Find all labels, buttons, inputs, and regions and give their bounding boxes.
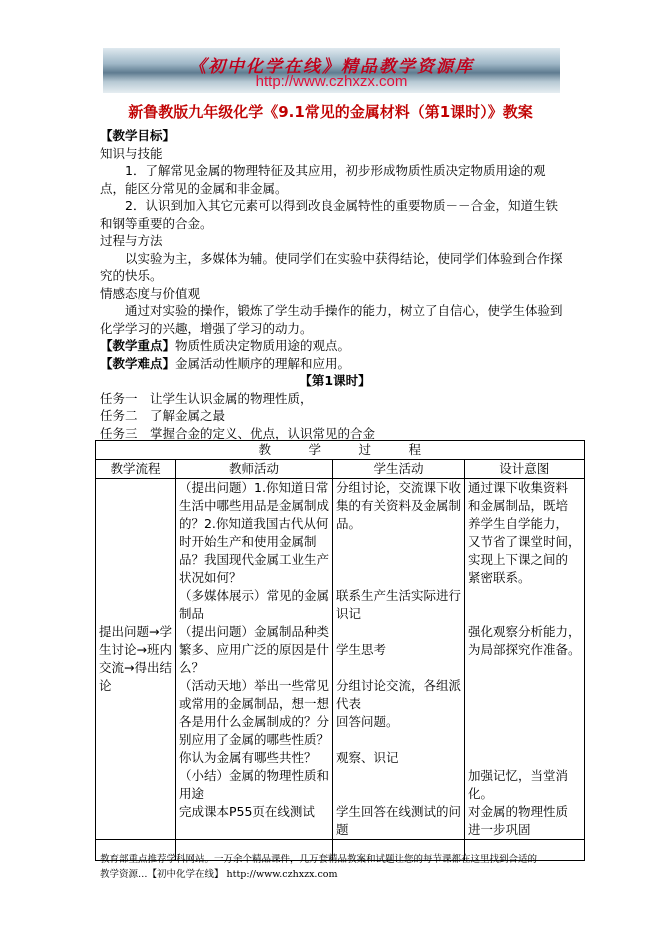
cell-line: 题 [336, 822, 349, 837]
table-row [96, 479, 585, 840]
cell-line: 学生思考 [336, 642, 387, 657]
cell-line [468, 659, 581, 677]
difficulty [100, 355, 570, 373]
document-title: 新鲁教版九年级化学《9.1常见的金属材料（第1课时）》教案 [128, 103, 533, 121]
cell-line: 繁多、应用广泛的原因是什 [178, 642, 329, 657]
cell-line: 对金属的物理性质 [468, 804, 569, 819]
cell-line: 各是用什么金属制成的？分 [178, 714, 329, 729]
cell-line: 用途 [178, 786, 204, 801]
cell-line [336, 551, 461, 569]
cell-line: 集的有关资料及金属制 [336, 498, 462, 513]
cell-line [99, 533, 172, 551]
cell-line: 紧密联系。 [468, 570, 531, 585]
cell-line: 论 [99, 678, 112, 693]
knowledge-item-1: 1．了解常见金属的物理特征及其应用，初步形成物质性质决定物质用途的观点，能区分常见的金属和非金属。 [100, 163, 546, 196]
teaching-process-table [95, 440, 585, 861]
cell-line: 分组讨论交流，各组派 [336, 678, 462, 693]
cell-line: 品。 [336, 516, 362, 531]
cell-line: 别应用了金属的哪些性质？ [178, 732, 329, 747]
column-header: 教学流程 [96, 460, 176, 479]
footer-line-2: 教学资源…【初中化学在线】 [100, 869, 224, 880]
emotion-text: 通过对实验的操作，锻炼了学生动手操作的能力，树立了自信心，使学生体验到化学学习的兴趣，增强了学习的动力。 [100, 303, 563, 336]
cell-line [99, 551, 172, 569]
task-1 [100, 390, 570, 408]
cell-line: 实现上下课之间的 [468, 552, 569, 567]
cell-line: 观察、识记 [336, 750, 399, 765]
cell-line: 又节省了课堂时间， [468, 534, 581, 549]
cell-line [99, 569, 172, 587]
cell-line [468, 713, 581, 731]
cell-line: 回答问题。 [336, 714, 399, 729]
cell-line [336, 533, 461, 551]
task-label: 任务一 [100, 390, 138, 406]
cell-line: 状况如何？ [178, 570, 242, 585]
task-text: 了解金属之最 [150, 408, 226, 423]
cell-line [468, 695, 581, 713]
cell-line [468, 677, 581, 695]
difficulty-text: 金属活动性顺序的理解和应用。 [175, 355, 351, 371]
process-heading: 过程与方法 [100, 233, 163, 248]
cell-line: （提出问题）1.你知道日常 [178, 480, 329, 495]
knowledge-item-2: 2．认识到加入其它元素可以得到改良金属特性的重要物质－－合金，知道生铁和钢等重要的合金。 [100, 198, 558, 231]
cell-line [468, 587, 581, 605]
cell-line: 你认为金属有哪些共性？ [178, 750, 317, 765]
key-point-label: 【教学重点】 [100, 338, 176, 353]
cell-line: （多媒体展示）常见的金属 [178, 588, 329, 603]
task-2 [100, 407, 570, 425]
task-text: 掌握合金的定义、优点，认识常见的合金 [150, 425, 376, 441]
cell-line: （活动天地）举出一些常见 [178, 678, 329, 693]
cell-line [336, 767, 461, 785]
site-banner[interactable] [103, 48, 560, 93]
cell-line: 分组讨论，交流课下收 [336, 480, 462, 495]
cell-line [468, 605, 581, 623]
lesson-heading: 【第1课时】 [299, 373, 371, 388]
cell-line [336, 785, 461, 803]
column-header: 学生活动 [333, 460, 465, 479]
cell-line: 生活中哪些用品是金属制成 [178, 498, 329, 513]
cell-line: 进一步巩固 [468, 822, 531, 837]
cell-line: 么？ [178, 660, 204, 675]
key-point-text: 物质性质决定物质用途的观点。 [175, 338, 351, 353]
cell-line [99, 497, 172, 515]
task-label: 任务二 [100, 408, 138, 423]
cell-line: 学生回答在线测试的问 [336, 804, 462, 819]
student-cell [333, 479, 465, 840]
cell-line: 时开始生产和使用金属制 [178, 534, 317, 549]
cell-line: 交流→得出结 [99, 660, 172, 675]
column-header: 教师活动 [175, 460, 332, 479]
cell-line: 品？我国现代金属工业生产 [178, 552, 329, 567]
cell-line: 为局部探究作准备。 [468, 642, 581, 657]
cell-line: 和金属制品，既培 [468, 498, 569, 513]
cell-line: 完成课本P55页在线测试 [178, 804, 315, 819]
teacher-cell [175, 479, 332, 840]
intent-cell [465, 479, 585, 840]
cell-line [336, 569, 461, 587]
emotion-heading: 情感态度与价值观 [100, 285, 201, 301]
cell-line: （提出问题）金属制品种类 [178, 624, 329, 639]
cell-line [336, 659, 461, 677]
cell-line [468, 731, 581, 749]
cell-line [336, 623, 461, 641]
cell-line: 强化观察分析能力， [468, 624, 581, 639]
cell-line: 代表 [336, 696, 362, 711]
cell-line [99, 587, 172, 605]
cell-line [336, 731, 461, 749]
cell-line [99, 479, 172, 497]
cell-line: 加强记忆，当堂消 [468, 768, 569, 783]
cell-line [99, 515, 172, 533]
cell-line: 联系生产生活实际进行 [336, 588, 462, 603]
task-text: 让学生认识金属的物理性质， [150, 390, 313, 406]
cell-line: 识记 [336, 606, 362, 621]
cell-line: 化。 [468, 786, 494, 801]
table-title: 教 学 过 程 [96, 441, 585, 460]
banner-url[interactable]: http://www.czhxzx.com [255, 73, 408, 90]
cell-line: 提出问题→学 [99, 624, 172, 639]
cell-line: 养学生自学能力， [468, 516, 569, 531]
objectives-heading: 【教学目标】 [100, 128, 176, 143]
cell-line: 制品 [178, 606, 204, 621]
cell-line [99, 605, 172, 623]
objectives-section [100, 127, 570, 442]
footer-url[interactable]: http://www.czhxzx.com [226, 869, 338, 880]
cell-line: （小结）金属的物理性质和 [178, 768, 329, 783]
footer [100, 852, 570, 882]
cell-line: 或常用的金属制品，想一想 [178, 696, 329, 711]
cell-line: 生讨论→班内 [99, 642, 172, 657]
cell-line: 的？2.你知道我国古代从何 [178, 516, 329, 531]
flow-cell [96, 479, 176, 840]
banner-title: 《初中化学在线》精品教学资源库 [189, 57, 474, 77]
key-point [100, 337, 570, 355]
knowledge-heading: 知识与技能 [100, 145, 163, 161]
column-header: 设计意图 [465, 460, 585, 479]
cell-line: 通过课下收集资料 [468, 480, 569, 495]
process-text: 以实验为主，多媒体为辅。使同学们在实验中获得结论，使同学们体验到合作探究的快乐。 [100, 250, 563, 283]
task-label: 任务三 [100, 425, 138, 441]
footer-line-1: 教育部重点推荐学科网站。一万余个精品课件，几万套精品教案和试题让您的每节课都在这里找到合适的 [100, 854, 538, 865]
cell-line [468, 749, 581, 767]
difficulty-label: 【教学难点】 [100, 355, 176, 371]
